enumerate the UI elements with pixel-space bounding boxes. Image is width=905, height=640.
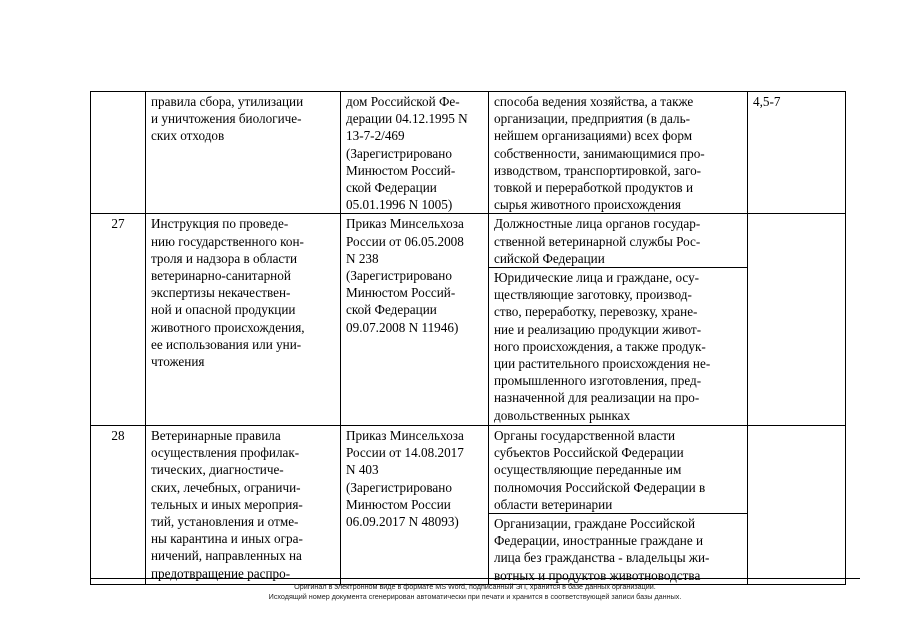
table-row: [91, 426, 846, 514]
regulated-subjects: Юридические лица и граждане, осу- ществляющие заготовку, производ- ство, переработку, перевозку, хране- ние и реализацию продукции живот- ного происхождения, а также продук- ции растительного происхождения не- промышленного изготовления, пред- назначенной для реализации на про- довольственных рынках: [489, 268, 748, 426]
regulated-subjects: способа ведения хозяйства, а также организации, предприятия (в даль- нейшем организациями) всех форм собственности, занимающимися про- изводством, транспортировкой, заго- товкой и переработкой продуктов и сырья животного происхождения: [489, 92, 748, 214]
regulation-name: Ветеринарные правила осуществления профилак- тических, диагностиче- ских, лечебных, ограничи- тельных и иных мероприя- тий, установления и отме- ны карантина и иных огра- ничений, направленных на предотвращение распро-: [146, 426, 341, 585]
regulation-act: Приказ Минсельхоза России от 14.08.2017 N 403 (Зарегистрировано Минюстом России 06.09.2017 N 48093): [341, 426, 489, 585]
regulation-act: дом Российской Фе- дерации 04.12.1995 N 13-7-2/469 (Зарегистрировано Минюстом Россий- ской Федерации 05.01.1996 N 1005): [341, 92, 489, 214]
row-number: [91, 92, 146, 214]
applicable-items: 4,5-7: [748, 92, 846, 214]
document-table: [90, 91, 846, 585]
regulation-name: Инструкция по проведе- нию государственного кон- троля и надзора в области ветеринарно-санитарной экспертизы некачествен- ной и опасной продукции животного происхождения, ее использования или уни- чтожения: [146, 214, 341, 426]
table-row: [91, 92, 846, 214]
regulated-subjects: Органы государственной власти субъектов Российской Федерации осуществляющие переданные им полномочия Российской Федерации в области ветеринарии: [489, 426, 748, 514]
row-number: 28: [91, 426, 146, 585]
regulation-act: Приказ Минсельхоза России от 06.05.2008 N 238 (Зарегистрировано Минюстом Россий- ской Федерации 09.07.2008 N 11946): [341, 214, 489, 426]
table-row: [91, 214, 846, 268]
regulation-name: правила сбора, утилизации и уничтожения биологиче- ских отходов: [146, 92, 341, 214]
footer-line-1: Оригинал в электронном виде в формате MS Word, подписанный ЭП, хранится в базе данных организации.: [294, 582, 656, 591]
row-number: 27: [91, 214, 146, 426]
regulated-subjects: Должностные лица органов государ- ственной ветеринарной службы Рос- сийской Федерации: [489, 214, 748, 268]
applicable-items: [748, 426, 846, 585]
applicable-items: [748, 214, 846, 426]
footer-divider: [90, 578, 860, 579]
regulated-subjects: Организации, граждане Российской Федерации, иностранные граждане и лица без гражданства - владельцы жи- вотных и продуктов животноводства: [489, 514, 748, 585]
footer-line-2: Исходящий номер документа сгенерирован автоматически при печати и хранится в соответствующей записи базы данных.: [268, 592, 682, 601]
